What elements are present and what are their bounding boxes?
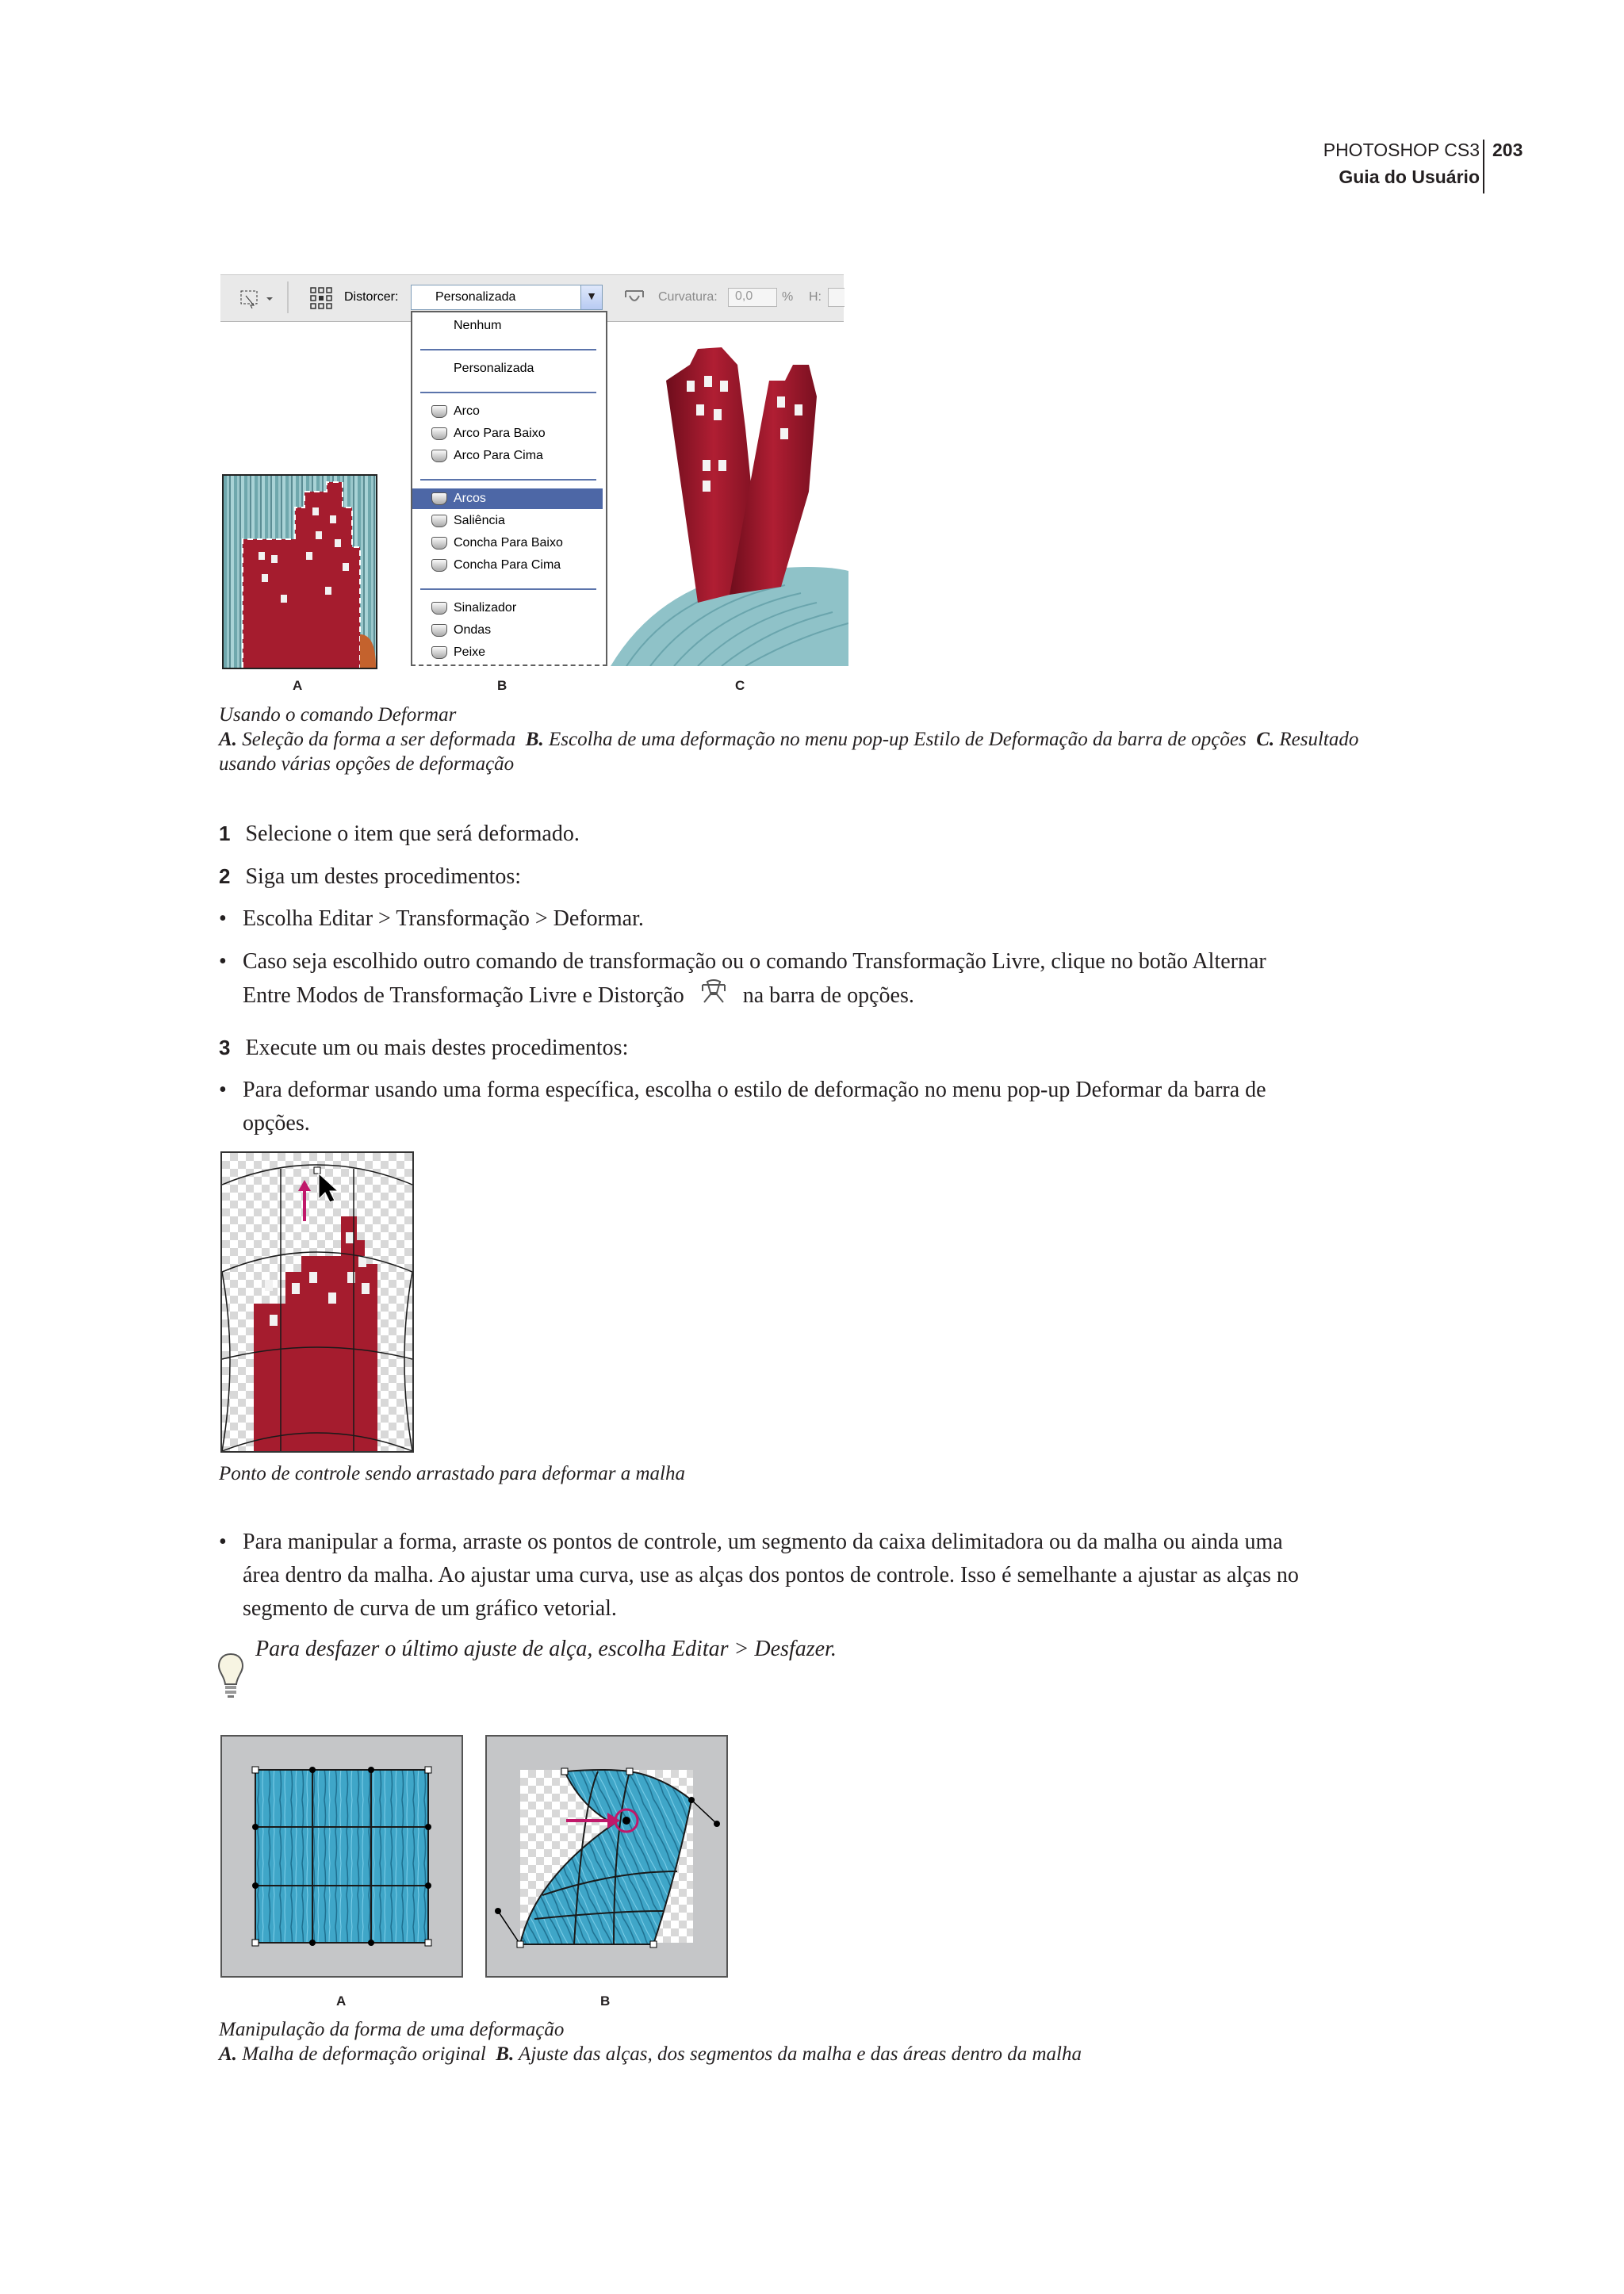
flag-icon	[431, 602, 447, 615]
figure2-mesh-image	[220, 1151, 414, 1453]
original-mesh-graphic	[222, 1737, 462, 1976]
step-number: 1	[219, 821, 231, 845]
menu-item-arco-para-baixo[interactable]	[412, 423, 603, 444]
menu-item-label: Concha Para Cima	[454, 558, 561, 572]
figure3-a-original-mesh	[220, 1735, 463, 1978]
menu-item-label: Concha Para Baixo	[454, 536, 563, 550]
figure1-caption	[219, 703, 1424, 776]
caption-key: A.	[219, 729, 237, 750]
menu-separator	[420, 392, 596, 393]
distort-label: Distorcer:	[344, 290, 399, 304]
bullet-item	[219, 945, 1424, 1008]
building-selection-graphic	[224, 476, 376, 668]
warp-toggle-button-icon	[699, 978, 728, 1005]
arch-icon	[431, 492, 447, 505]
menu-item-nenhum[interactable]: Nenhum	[454, 319, 502, 332]
fish-icon	[431, 646, 447, 659]
warp-grid-icon[interactable]	[309, 286, 333, 310]
warp-style-menu	[411, 311, 607, 666]
bullet-text: Caso seja escolhido outro comando de transformação ou o comando Transformação Livre, clique no botão Alternar	[243, 949, 1266, 974]
menu-item-label: Sinalizador	[454, 601, 517, 615]
menu-item-arco-para-cima[interactable]	[412, 446, 603, 466]
caption-text: Resultado	[1279, 729, 1359, 750]
caption-key: C.	[1256, 729, 1275, 750]
figure2-caption: Ponto de controle sendo arrastado para deformar a malha	[219, 1463, 685, 1484]
caption-text: Malha de deformação original	[242, 2043, 486, 2065]
caption-text: Escolha de uma deformação no menu pop-up Estilo de Deformação da barra de opções	[548, 729, 1247, 750]
step-text: Selecione o item que será deformado.	[245, 821, 580, 846]
step-text: Execute um ou mais destes procedimentos:	[245, 1036, 629, 1060]
menu-item-saliencia[interactable]	[412, 511, 603, 531]
bullet-text: Para manipular a forma, arraste os pontos de controle, um segmento da caixa delimitadora ou da malha ou ainda uma	[243, 1530, 1283, 1554]
menu-item-label: Saliência	[454, 514, 505, 527]
header-guide: Guia do Usuário	[1339, 167, 1480, 187]
menu-item-label: Arco	[454, 404, 480, 418]
arc-upper-icon	[431, 450, 447, 462]
menu-item-label: Arcos	[454, 492, 486, 505]
figure-label-a: A	[293, 678, 303, 693]
shell-lower-icon	[431, 537, 447, 550]
curvature-input[interactable]	[728, 288, 777, 307]
step-number: 3	[219, 1036, 231, 1059]
caption-key: A.	[219, 2043, 237, 2065]
bullet-text: Entre Modos de Transformação Livre e Distorção	[243, 983, 684, 1008]
arc-lower-icon	[431, 427, 447, 440]
bullet-text: Para deformar usando uma forma específica, escolha o estilo de deformação no menu pop-up Deformar da barra de	[243, 1078, 1266, 1102]
header-product: PHOTOSHOP CS3	[1323, 140, 1480, 160]
menu-item-peixe[interactable]	[412, 642, 603, 663]
menu-item-label: Arco Para Cima	[454, 449, 543, 462]
percent-sign: %	[782, 290, 794, 304]
menu-separator	[420, 349, 596, 350]
figure3-label-b: B	[600, 1993, 611, 2009]
adjusted-mesh-graphic	[487, 1737, 726, 1976]
bullet-text: Escolha Editar > Transformação > Deformar.	[243, 906, 644, 931]
figure-label-b: B	[497, 678, 508, 693]
caption-text: Seleção da forma a ser deformada	[242, 729, 516, 750]
warp-style-value: Personalizada	[435, 290, 516, 304]
menu-item-arco[interactable]	[412, 401, 603, 422]
figure3-label-a: A	[336, 1993, 347, 2009]
figure3-caption	[219, 2017, 1424, 2066]
caption-text: Ajuste das alças, dos segmentos da malha e das áreas dentro da malha	[519, 2043, 1082, 2065]
bullet-text: na barra de opções.	[742, 983, 914, 1008]
h-label: H:	[809, 290, 822, 304]
menu-item-label: Arco Para Baixo	[454, 427, 546, 440]
caption-key: B.	[525, 729, 544, 750]
warp-style-select[interactable]	[411, 285, 603, 310]
chevron-down-icon[interactable]: ▼	[580, 285, 602, 309]
menu-separator	[420, 588, 596, 590]
menu-separator	[420, 479, 596, 481]
tip-text: Para desfazer o último ajuste de alça, escolha Editar > Desfazer.	[255, 1637, 837, 1661]
bullet-text: segmento de curva de um gráfico vetorial.	[243, 1596, 617, 1621]
menu-item-concha-para-cima[interactable]	[412, 555, 603, 576]
bullet-text: área dentro da malha. Ao ajustar uma curva, use as alças dos pontos de controle. Isso é semelhante a ajustar as alças no	[243, 1563, 1299, 1587]
warp-tool-icon[interactable]	[239, 288, 279, 308]
arc-icon	[431, 405, 447, 418]
menu-item-ondas[interactable]	[412, 620, 603, 641]
bullet-marker: •	[219, 1530, 227, 1554]
menu-item-personalizada[interactable]: Personalizada	[454, 362, 534, 375]
lightbulb-tip-icon	[217, 1653, 244, 1698]
bullet-item	[219, 1074, 1424, 1136]
shell-upper-icon	[431, 559, 447, 572]
curvature-value: 0,0	[735, 289, 753, 303]
figure1-caption-title: Usando o comando Deformar	[219, 704, 457, 726]
step-3	[219, 1031, 628, 1065]
wave-icon	[431, 624, 447, 637]
page-number: 203	[1492, 140, 1523, 160]
bullet-item	[219, 902, 644, 936]
bulge-icon	[431, 515, 447, 527]
figure3-caption-title: Manipulação da forma de uma deformação	[219, 2019, 565, 2040]
curvature-label: Curvatura:	[658, 290, 718, 304]
step-number: 2	[219, 864, 231, 888]
step-2	[219, 860, 521, 894]
step-text: Siga um destes procedimentos:	[245, 864, 522, 889]
bullet-marker: •	[219, 906, 227, 931]
bullet-marker: •	[219, 949, 227, 974]
menu-item-label: Peixe	[454, 645, 486, 659]
figure-c-warp-result-image	[611, 333, 848, 666]
menu-item-sinalizador[interactable]	[412, 598, 603, 618]
figure3-b-adjusted-mesh	[485, 1735, 728, 1978]
bullet-text: opções.	[243, 1111, 310, 1136]
figure-a-selection-image	[222, 474, 377, 669]
warp-orientation-icon[interactable]	[623, 288, 647, 308]
menu-item-concha-para-baixo[interactable]	[412, 533, 603, 553]
figure-label-c: C	[735, 678, 745, 693]
caption-text: usando várias opções de deformação	[219, 753, 515, 775]
bullet-marker: •	[219, 1078, 227, 1102]
bullet-item	[219, 1526, 1424, 1621]
menu-item-arcos[interactable]	[412, 488, 603, 509]
header-divider	[1483, 140, 1484, 193]
caption-key: B.	[496, 2043, 515, 2065]
step-1	[219, 817, 580, 851]
menu-item-label: Ondas	[454, 623, 492, 637]
mesh-drag-graphic	[222, 1153, 412, 1451]
